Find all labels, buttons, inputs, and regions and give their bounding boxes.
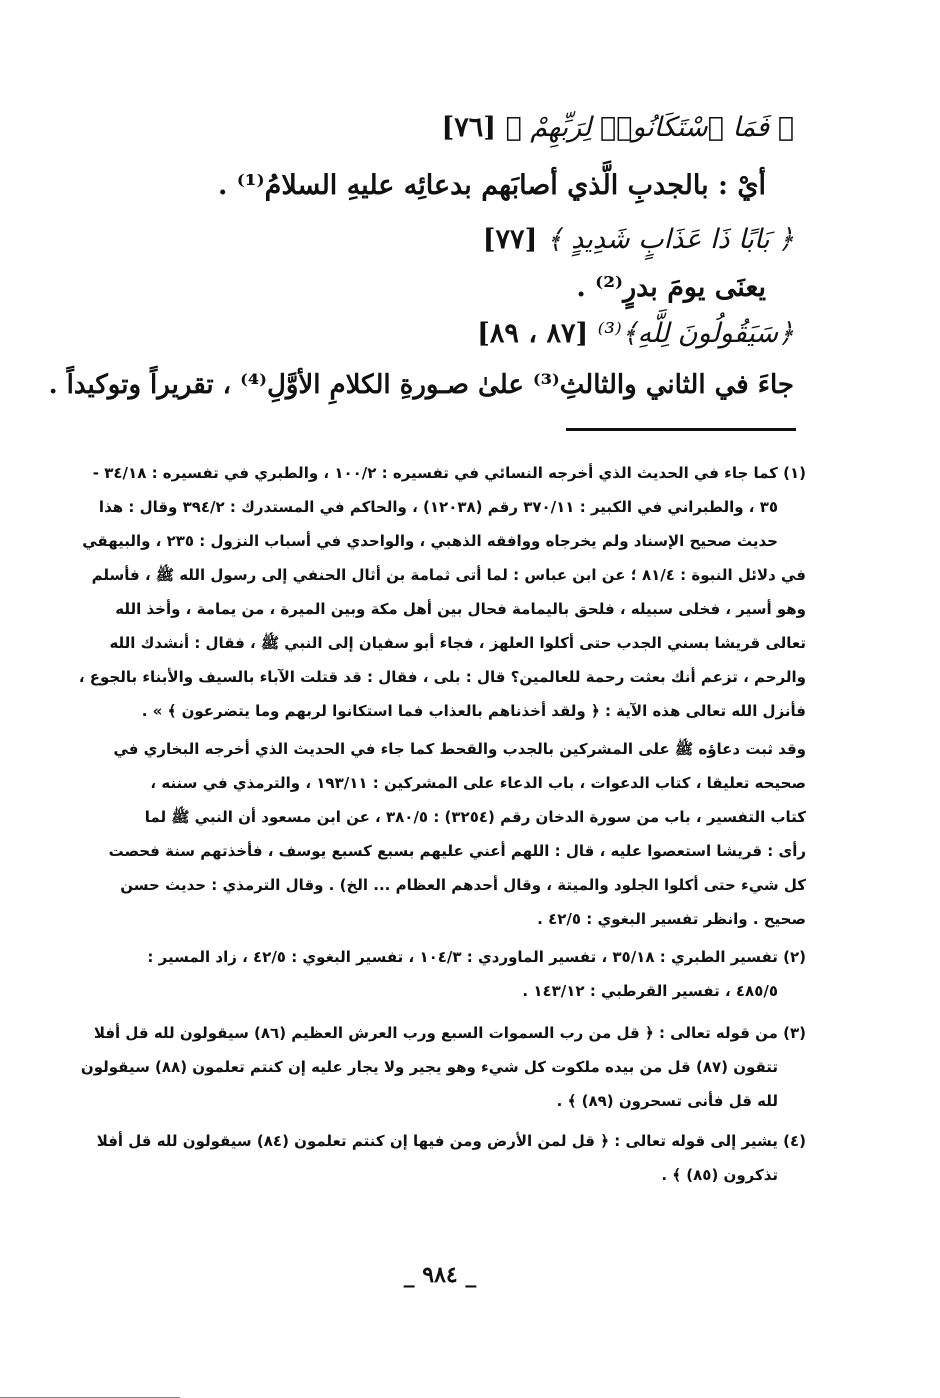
verse-line-76 [442, 112, 795, 143]
footnote-line: كل شيء حتى أكلوا الجلود والميتة ، وقال أحدهم العظام ... الخ) . وقال الترمذي : حديث حسن [120, 876, 806, 894]
quran-verse: ﴿ فَمَا ٱسْتَكَانُوا۟ لِرَبِّهِمْ ﴾ [505, 112, 794, 143]
footnote-line: (٣) من قوله تعالى : ﴿ قل من رب السموات السبع ورب العرش العظيم (٨٦) سيقولون لله قل أفلا [93, 1024, 806, 1042]
quran-verse: ﴿ بَابًا ذَا عَذَابٍ شَدِيدٍ ﴾ [546, 224, 794, 255]
footnote-line: تعالى قريشا بسني الجدب حتى أكلوا العلهز ، فجاء أبو سفيان إلى النبي ﷺ ، فقال : أنشدك الله [109, 634, 806, 652]
footnote-line: ٤٨٥/٥ ، تفسير القرطبي : ١٤٣/١٢ . [522, 982, 778, 1000]
footnote-line: تذكرون (٨٥) ﴾ . [661, 1166, 778, 1184]
footnote-line: حديث صحيح الإسناد ولم يخرجاه ووافقه الذهبي ، والواحدي في أسباب النزول : ٢٣٥ ، والبيهقي [82, 532, 778, 550]
verse-line-87-89 [477, 318, 794, 349]
footnote-line: لله قل فأنى تسحرون (٨٩) ﴾ . [556, 1092, 778, 1110]
explanation-line: يعنَى يومَ بدرٍ⁽²⁾ . [576, 272, 766, 303]
footnote-line: (١) كما جاء في الحديث الذي أخرجه النسائي في تفسيره : ١٠٠/٢ ، والطبري في تفسيره : ٣٤/١٨ - [92, 464, 806, 482]
footnote-line: (٤) يشير إلى قوله تعالى : ﴿ قل لمن الأرض ومن فيها إن كنتم تعلمون (٨٤) سيقولون لله قل أفلا [96, 1132, 806, 1150]
footnote-line: وقد ثبت دعاؤه ﷺ على المشركين بالجدب والقحط كما جاء في الحديث الذي أخرجه البخاري في [113, 740, 806, 758]
footnote-separator [566, 428, 796, 431]
footnote-line: وهو أسير ، فخلى سبيله ، فلحق باليمامة فحال بين أهل مكة وبين الميرة ، من يمامة ، وأخذ الله [115, 600, 806, 618]
verse-line-77 [483, 224, 794, 255]
footnote-line: والرحم ، تزعم أنك بعثت رحمة للعالمين؟ قال : بلى ، فقال : قد قتلت الآباء بالسيف والأبناء بالجوع ، [78, 668, 806, 686]
quran-verse: ﴿سَيَقُولُونَ لِلَّهِ﴾⁽³⁾ [597, 318, 794, 349]
footnote-line: ٣٥ ، والطبراني في الكبير : ٣٧٠/١١ رقم (١٢٠٣٨) ، والحاكم في المستدرك : ٣٩٤/٢ وقال : هذا [98, 498, 778, 516]
footnote-line: فأنزل الله تعالى هذه الآية : ﴿ ولقد أخذناهم بالعذاب فما استكانوا لربهم وما يتضرعون ﴾ » . [141, 702, 806, 720]
footnote-line: في دلائل النبوة : ٨١/٤ ؛ عن ابن عباس : لما أتى ثمامة بن أثال الحنفي إلى رسول الله ﷺ ، فأسلم [91, 566, 806, 584]
verse-reference: [٧٦] [441, 112, 497, 143]
footnote-line: تتقون (٨٧) قل من بيده ملكوت كل شيء وهو يجير ولا يجار عليه إن كنتم تعلمون (٨٨) سيقولون [80, 1058, 778, 1076]
footnote-line: رأى : قريشا استعصوا عليه ، قال : اللهم أعني عليهم بسبع كسبع يوسف ، فأخذتهم سنة فحصت [108, 842, 806, 860]
footnote-line: صحيحه تعليقا ، كتاب الدعوات ، باب الدعاء على المشركين : ١٩٣/١١ ، والترمذي في سننه ، [150, 774, 806, 792]
explanation-line: أيْ : بالجدبِ الَّذي أصابَهم بدعائِه عليهِ السلامُ⁽¹⁾ . [217, 170, 766, 201]
footnote-line: (٢) تفسير الطبري : ٣٥/١٨ ، تفسير الماوردي : ١٠٤/٣ ، تفسير البغوي : ٤٢/٥ ، زاد المسير : [147, 948, 806, 966]
verse-reference: [٧٧] [482, 224, 538, 255]
page-number: _ ٩٨٤ _ [403, 1262, 477, 1288]
footnote-line: صحيح . وانظر تفسير البغوي : ٤٢/٥ . [537, 910, 806, 928]
verse-reference: [٨٧ ، ٨٩] [477, 318, 589, 349]
explanation-line: جاءَ في الثاني والثالثِ⁽³⁾ علىٰ صـورةِ الكلامِ الأوَّلِ⁽⁴⁾ ، تقريراً وتوكيداً . [48, 370, 794, 400]
footnote-line: كتاب التفسير ، باب من سورة الدخان رقم (٣٢٥٤) : ٣٨٠/٥ ، عن ابن مسعود أن النبي ﷺ لما [144, 808, 806, 826]
